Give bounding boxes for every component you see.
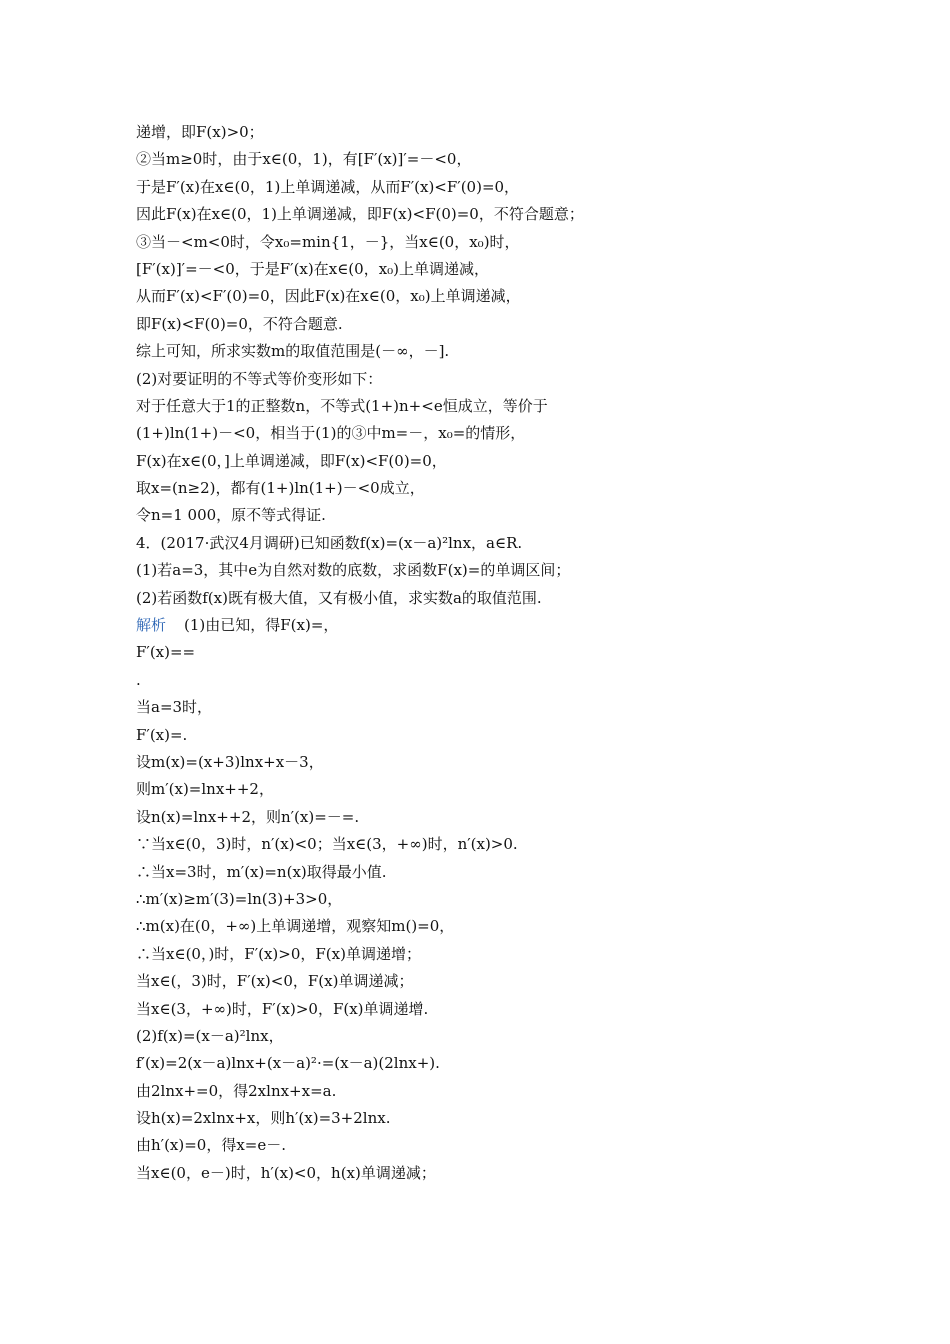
text-line: (1+)ln(1+)－<0，相当于(1)的③中m=－，x₀=的情形， bbox=[136, 424, 526, 443]
text-line: f′(x)=2(x－a)lnx+(x－a)²·=(x－a)(2lnx+). bbox=[136, 1054, 440, 1073]
text-line: 从而F′(x)<F′(0)=0，因此F(x)在x∈(0，x₀)上单调递减， bbox=[136, 287, 521, 306]
text-line: 设h(x)=2xlnx+x，则h′(x)=3+2lnx. bbox=[136, 1109, 391, 1128]
document-body bbox=[136, 119, 856, 1187]
text-line: ②当m≥0时，由于x∈(0，1)，有[F′(x)]′=－<0， bbox=[136, 150, 472, 169]
text-line: . bbox=[136, 670, 141, 689]
text-line: 当x∈(3，+∞)时，F′(x)>0，F(x)单调递增. bbox=[136, 999, 429, 1018]
text-line: ∵当x∈(0，3)时，n′(x)<0；当x∈(3，+∞)时，n′(x)>0. bbox=[136, 835, 518, 854]
text-line: ③当－<m<0时，令x₀=min{1，－}，当x∈(0，x₀)时， bbox=[136, 232, 520, 251]
text-line: 令n=1 000，原不等式得证. bbox=[136, 506, 326, 525]
text-line: 综上可知，所求实数m的取值范围是(－∞，－]. bbox=[136, 342, 450, 361]
text-line: F′(x)=. bbox=[136, 725, 188, 744]
text-line: 取x=(n≥2)，都有(1+)ln(1+)－<0成立， bbox=[136, 479, 425, 498]
problem-4-part-1: (1)若a=3，其中e为自然对数的底数，求函数F(x)=的单调区间； bbox=[136, 561, 571, 580]
solution-keyword: 解析 bbox=[136, 616, 167, 635]
text-line: 当x∈(0，e－)时，h′(x)<0，h(x)单调递减； bbox=[136, 1163, 436, 1182]
text-line: 由2lnx+=0，得2xlnx+x=a. bbox=[136, 1081, 337, 1100]
text-line: 则m′(x)=lnx++2， bbox=[136, 780, 274, 799]
text-line: 因此F(x)在x∈(0，1)上单调递减，即F(x)<F(0)=0，不符合题意； bbox=[136, 205, 584, 224]
text-line: 设n(x)=lnx++2，则n′(x)=－=. bbox=[136, 807, 360, 826]
text-line: 即F(x)<F(0)=0，不符合题意. bbox=[136, 314, 343, 333]
solution-first-line: (1)由已知，得F(x)=， bbox=[184, 616, 339, 635]
text-line: 设m(x)=(x+3)lnx+x－3， bbox=[136, 752, 324, 771]
text-line: ∴m′(x)≥m′(3)=ln(3)+3>0， bbox=[136, 889, 343, 908]
text-line: 当x∈(，3)时，F′(x)<0，F(x)单调递减； bbox=[136, 972, 414, 991]
text-line: 当a=3时， bbox=[136, 698, 213, 717]
text-line: ∴当x∈(0，)时，F′(x)>0，F(x)单调递增； bbox=[136, 944, 421, 963]
text-line: F(x)在x∈(0，]上单调递减，即F(x)<F(0)=0， bbox=[136, 451, 447, 470]
text-line: 由h′(x)=0，得x=e－. bbox=[136, 1136, 287, 1155]
problem-4-part-2: (2)若函数f(x)既有极大值，又有极小值，求实数a的取值范围. bbox=[136, 588, 542, 607]
text-line: 于是F′(x)在x∈(0，1)上单调递减，从而F′(x)<F′(0)=0， bbox=[136, 177, 520, 196]
text-line: (2)f(x)=(x－a)²lnx， bbox=[136, 1026, 284, 1045]
text-line: 对于任意大于1的正整数n，不等式(1+)n+<e恒成立，等价于 bbox=[136, 396, 548, 415]
text-line: (2)对要证明的不等式等价变形如下： bbox=[136, 369, 383, 388]
text-line: ∴m(x)在(0，+∞)上单调递增，观察知m()=0， bbox=[136, 917, 455, 936]
text-line: 递增，即F(x)>0； bbox=[136, 123, 264, 141]
text-line: [F′(x)]′=－<0，于是F′(x)在x∈(0，x₀)上单调递减， bbox=[136, 259, 490, 278]
text-line: ∴当x=3时，m′(x)=n(x)取得最小值. bbox=[136, 862, 387, 881]
solution-start-line bbox=[136, 612, 856, 639]
text-line: F′(x)== bbox=[136, 643, 196, 662]
problem-4-heading: 4．(2017·武汉4月调研)已知函数f(x)=(x－a)²lnx，a∈R. bbox=[136, 533, 523, 552]
